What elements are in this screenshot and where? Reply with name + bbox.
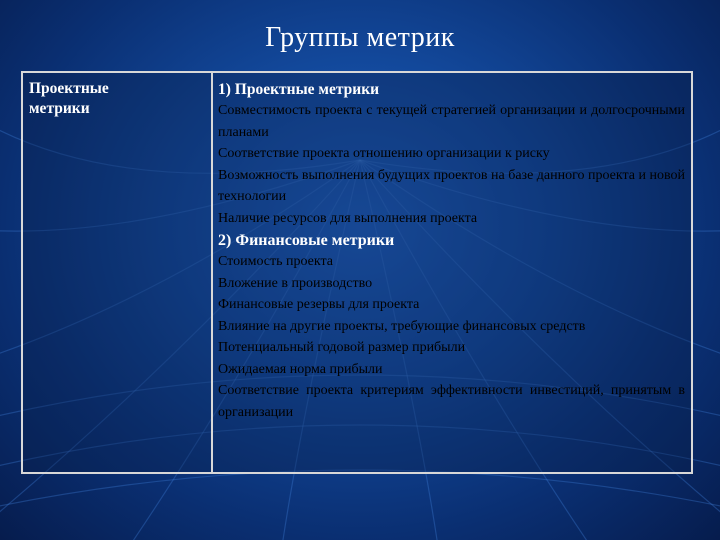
group-column	[23, 73, 213, 472]
list-item: Наличие ресурсов для выполнения проекта	[218, 210, 478, 226]
financial-metrics-list	[218, 251, 685, 423]
list-item: Соответствие проекта отношению организации к риску	[218, 146, 550, 161]
list-item: Соответствие проекта критериям эффективности инвестиций, принятым в организации	[218, 383, 685, 420]
list-item: Возможность выполнения будущих проектов на базе данного проекта и новой технологии	[218, 167, 685, 204]
list-item: Потенциальный годовой размер прибыли	[218, 340, 466, 355]
list-item: Вложение в производство	[218, 275, 373, 291]
list-item: Совместимость проекта с текущей стратегией организации и долгосрочными планами	[218, 103, 685, 140]
section-heading-financial: 2) Финансовые метрики	[218, 232, 395, 249]
metrics-table	[21, 71, 693, 474]
project-metrics-list	[218, 100, 685, 229]
list-item: Стоимость проекта	[218, 254, 334, 269]
list-item: Финансовые резервы для проекта	[218, 297, 420, 312]
list-item: Влияние на другие проекты, требующие финансовых средств	[218, 318, 586, 334]
slide-title: Группы метрик	[265, 22, 455, 53]
metrics-column	[218, 73, 685, 472]
section-heading-project: 1) Проектные метрики	[218, 81, 380, 98]
list-item: Ожидаемая норма прибыли	[218, 361, 383, 377]
group-name: Проектные метрики	[29, 80, 109, 117]
